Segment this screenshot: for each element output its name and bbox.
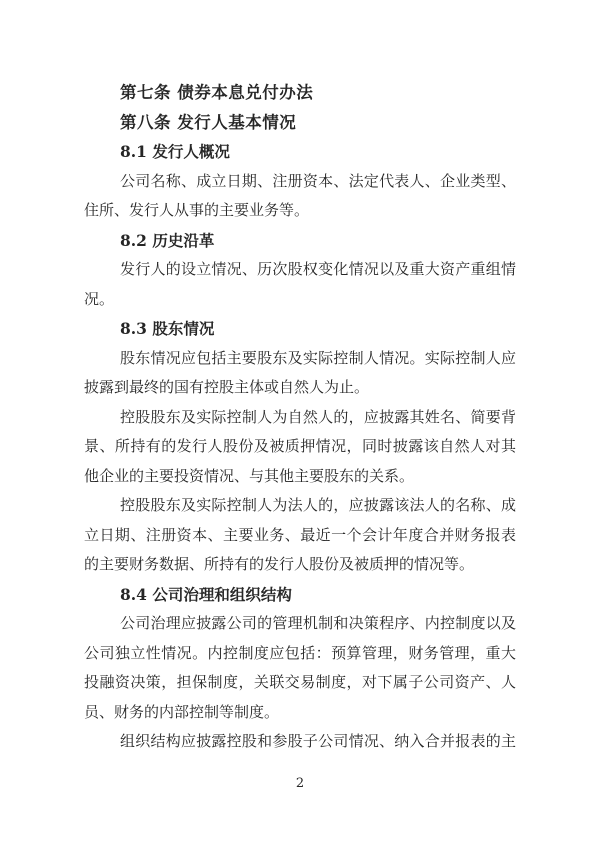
paragraph-line: 公司独立性情况。内控制度应包括：预算管理，财务管理，重大 xyxy=(84,643,516,662)
paragraph-line: 的主要财务数据、所持有的发行人股份及被质押的情况等。 xyxy=(84,555,475,573)
section-heading: 8.2 历史沿革 xyxy=(120,230,215,250)
chapter-heading: 第八条 发行人基本情况 xyxy=(120,112,297,132)
section-heading: 8.4 公司治理和组织结构 xyxy=(120,584,292,604)
paragraph-line: 他企业的主要投资情况、与其他主要股东的关系。 xyxy=(84,466,415,485)
paragraph-line: 控股股东及实际控制人为法人的，应披露该法人的名称、成 xyxy=(120,496,516,514)
document-page xyxy=(84,78,516,757)
paragraph-line: 公司名称、成立日期、注册资本、法定代表人、企业类型、 xyxy=(120,171,516,190)
paragraph-line: 披露到最终的国有控股主体或自然人为止。 xyxy=(84,378,370,396)
chapter-heading: 第七条 债券本息兑付办法 xyxy=(120,83,314,102)
paragraph-line: 景、所持有的发行人股份及被质押情况，同时披露该自然人对其 xyxy=(84,437,516,455)
paragraph-line: 控股股东及实际控制人为自然人的，应披露其姓名、简要背 xyxy=(120,407,516,426)
paragraph-line: 发行人的设立情况、历次股权变化情况以及重大资产重组情 xyxy=(120,260,516,278)
paragraph-line: 组织结构应披露控股和参股子公司情况、纳入合并报表的主 xyxy=(120,732,516,750)
section-heading: 8.3 股东情况 xyxy=(120,319,215,338)
section-heading: 8.1 发行人概况 xyxy=(120,142,230,161)
paragraph-line: 员、财务的内部控制等制度。 xyxy=(84,702,280,721)
paragraph-line: 公司治理应披露公司的管理机制和决策程序、内控制度以及 xyxy=(120,614,516,632)
paragraph-line: 立日期、注册资本、主要业务、最近一个会计年度合并财务报表 xyxy=(84,525,516,544)
paragraph-line: 投融资决策，担保制度，关联交易制度，对下属子公司资产、人 xyxy=(84,673,516,691)
paragraph-line: 况。 xyxy=(84,289,115,308)
paragraph-line: 股东情况应包括主要股东及实际控制人情况。实际控制人应 xyxy=(120,348,516,367)
paragraph-line: 住所、发行人从事的主要业务等。 xyxy=(84,201,310,219)
page-number: 2 xyxy=(295,776,305,791)
